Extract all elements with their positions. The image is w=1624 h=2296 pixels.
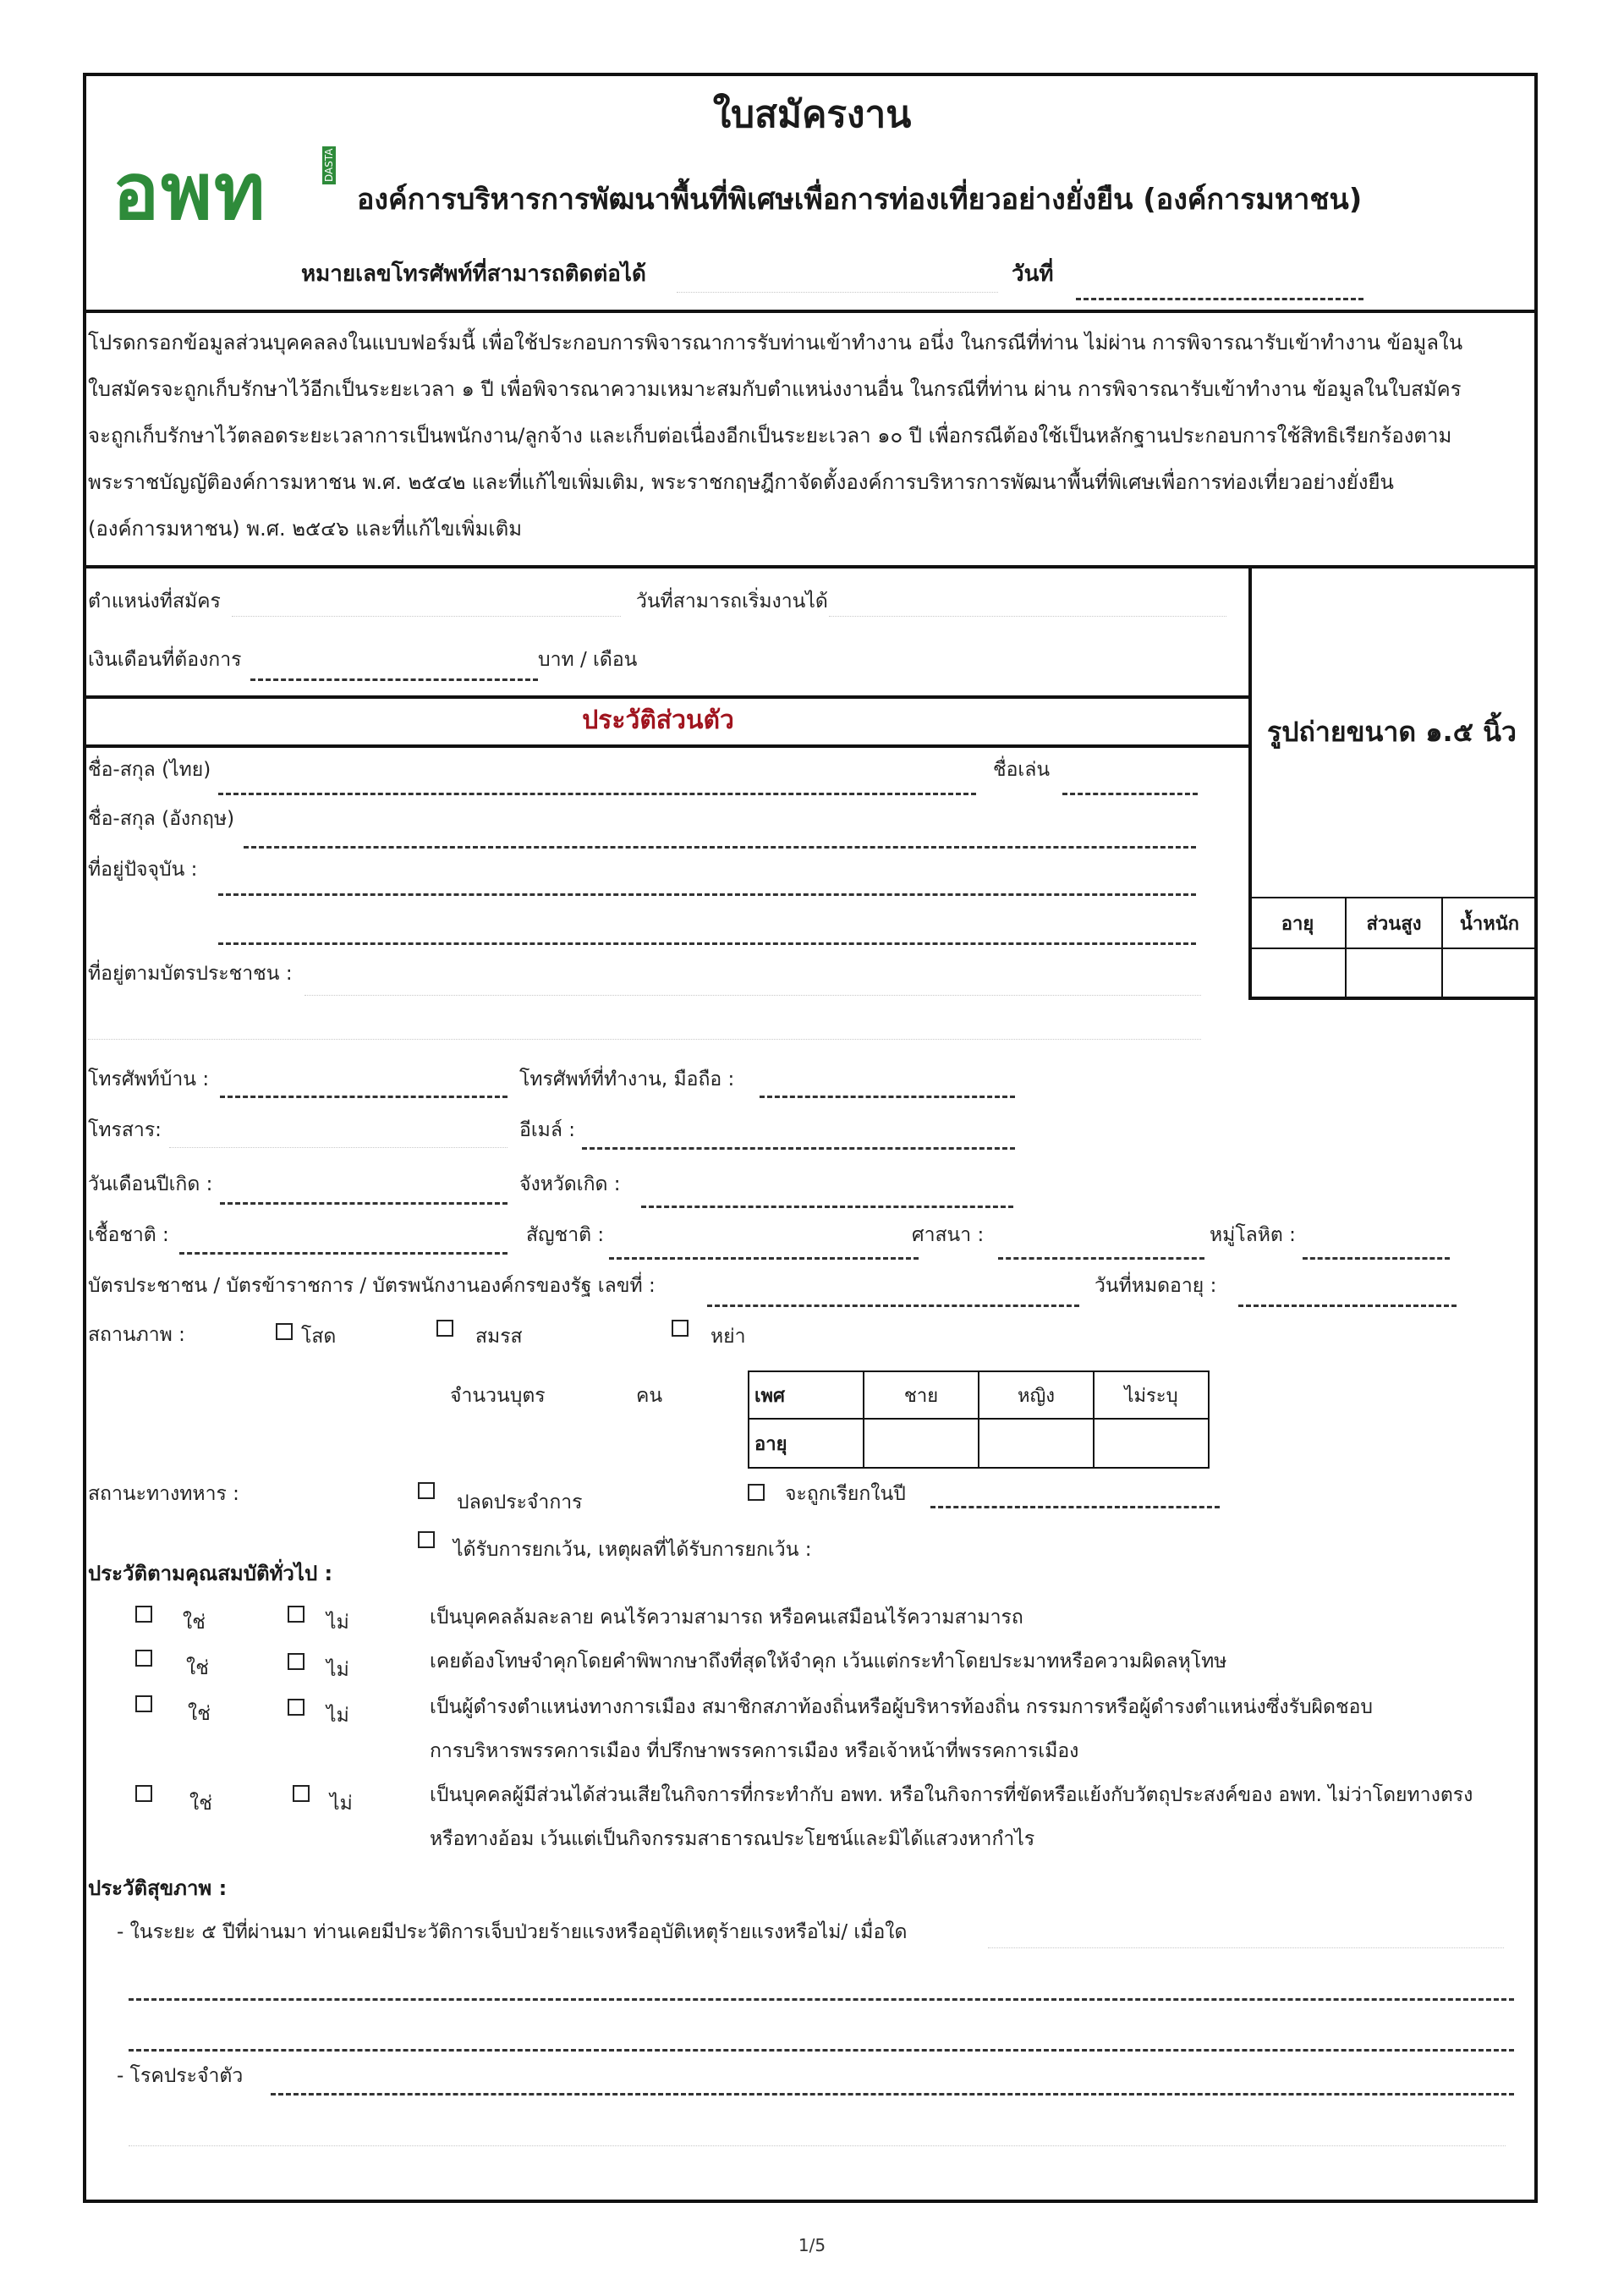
birth-province-label: จังหวัดเกิด : <box>519 1173 621 1195</box>
id-card-field[interactable] <box>707 1305 1079 1307</box>
weight-header: น้ำหนัก <box>1441 897 1538 949</box>
notice-line: พระราชบัญญัติองค์การมหาชน พ.ศ. ๒๕๔๒ และที่แก้ไขเพิ่มเติม, พระราชกฤษฎีกาจัดตั้งองค์การบริหารการพัฒนาพื้นที่พิเศษเพื่อการท่องเที่ยวอย่างยั่งยืน <box>88 470 1394 494</box>
address-id-field-2[interactable] <box>88 1039 1201 1040</box>
notice-line: (องค์การมหาชน) พ.ศ. ๒๕๔๖ และที่แก้ไขเพิ่มเติม <box>88 517 523 541</box>
birthdate-label: วันเดือนปีเกิด : <box>88 1173 213 1195</box>
fax-field[interactable] <box>169 1147 508 1148</box>
blood-label: หมู่โลหิต : <box>1210 1224 1296 1246</box>
q1-no-checkbox[interactable] <box>288 1606 304 1623</box>
age-header: อายุ <box>1248 897 1347 949</box>
status-divorced-label: หย่า <box>710 1326 746 1348</box>
q2-yes-checkbox[interactable] <box>135 1650 152 1667</box>
date-label: วันที่ <box>1012 261 1054 287</box>
org-name: องค์การบริหารการพัฒนาพื้นที่พิเศษเพื่อการท่องเที่ยวอย่างยั่งยืน (องค์การมหาชน) <box>357 183 1363 217</box>
children-male-header: ชาย <box>863 1370 979 1420</box>
children-label: จำนวนบุตร <box>450 1385 546 1407</box>
status-single-label: โสด <box>301 1326 337 1348</box>
section-divider-bottom <box>83 744 1248 748</box>
dasta-logo <box>112 134 349 237</box>
q3-no-label: ไม่ <box>326 1705 349 1727</box>
salary-unit: บาท / เดือน <box>538 649 638 671</box>
work-phone-field[interactable] <box>760 1096 1015 1098</box>
fax-label: โทรสาร: <box>88 1119 162 1141</box>
military-exempt-checkbox[interactable] <box>418 1531 435 1548</box>
q2-no-checkbox[interactable] <box>288 1653 304 1670</box>
religion-field[interactable] <box>998 1257 1204 1260</box>
form-title: ใบสมัครงาน <box>712 93 912 136</box>
children-age-header: อายุ <box>748 1418 864 1469</box>
home-phone-label: โทรศัพท์บ้าน : <box>88 1068 210 1090</box>
q4-no-checkbox[interactable] <box>293 1785 310 1802</box>
weight-cell[interactable] <box>1441 948 1538 998</box>
q1-yes-checkbox[interactable] <box>135 1606 152 1623</box>
address-current-field[interactable] <box>218 893 1196 896</box>
header-divider <box>83 310 1538 313</box>
nickname-label: ชื่อเล่น <box>993 759 1051 781</box>
nickname-field[interactable] <box>1062 793 1198 795</box>
health-q1-field[interactable] <box>988 1947 1504 1948</box>
logo-text: อพท <box>112 146 267 237</box>
status-single-checkbox[interactable] <box>276 1323 293 1340</box>
home-phone-field[interactable] <box>220 1096 508 1098</box>
address-current-field-2[interactable] <box>218 942 1196 945</box>
military-label: สถานะทางทหาร : <box>88 1483 239 1505</box>
health-q2: - โรคประจำตัว <box>117 2065 244 2087</box>
military-discharged-checkbox[interactable] <box>418 1482 435 1499</box>
military-discharged-label: ปลดประจำการ <box>457 1491 583 1513</box>
q2-yes-label: ใช่ <box>186 1657 209 1679</box>
expiry-field[interactable] <box>1238 1305 1457 1307</box>
children-female-header: หญิง <box>978 1370 1095 1420</box>
start-date-field[interactable] <box>829 616 1226 617</box>
religion-label: ศาสนา : <box>912 1224 985 1246</box>
q4-text-2: หรือทางอ้อม เว้นแต่เป็นกิจกรรมสาธารณประโยชน์และมิได้แสวงหากำไร <box>430 1828 1035 1850</box>
children-sex-header: เพศ <box>748 1370 864 1420</box>
height-header: ส่วนสูง <box>1345 897 1443 949</box>
name-en-label: ชื่อ-สกุล (อังกฤษ) <box>88 808 235 830</box>
health-title: ประวัติสุขภาพ : <box>88 1876 228 1900</box>
military-year-field[interactable] <box>930 1506 1220 1508</box>
health-q1: - ในระยะ ๕ ปีที่ผ่านมา ท่านเคยมีประวัติการเจ็บป่วยร้ายแรงหรืออุบัติเหตุร้ายแรงหรือไม่/ เมื่อใด <box>117 1921 908 1943</box>
health-q1-line-1[interactable] <box>129 1998 1514 2001</box>
q4-yes-label: ใช่ <box>189 1793 212 1815</box>
status-label: สถานภาพ : <box>88 1324 185 1346</box>
q1-text: เป็นบุคคลล้มละลาย คนไร้ความสามารถ หรือคนเสมือนไร้ความสามารถ <box>430 1607 1023 1629</box>
q3-yes-checkbox[interactable] <box>135 1695 152 1712</box>
children-female-age[interactable] <box>978 1418 1095 1469</box>
date-field[interactable] <box>1076 298 1363 300</box>
q1-yes-label: ใช่ <box>183 1612 206 1634</box>
id-card-label: บัตรประชาชน / บัตรข้าราชการ / บัตรพนักงานองค์กรของรัฐ เลขที่ : <box>88 1275 656 1297</box>
race-field[interactable] <box>179 1252 508 1255</box>
expiry-label: วันที่หมดอายุ : <box>1095 1275 1217 1297</box>
height-cell[interactable] <box>1345 948 1443 998</box>
start-date-label: วันที่สามารถเริ่มงานได้ <box>636 590 828 612</box>
status-married-checkbox[interactable] <box>436 1320 453 1337</box>
q3-text-2: การบริหารพรรคการเมือง ที่ปรึกษาพรรคการเมือง หรือเจ้าหน้าที่พรรคการเมือง <box>430 1740 1079 1762</box>
birth-province-field[interactable] <box>641 1206 1013 1208</box>
intro-divider <box>83 565 1538 569</box>
address-current-label: ที่อยู่ปัจจุบัน : <box>88 859 198 881</box>
qualifications-title: ประวัติตามคุณสมบัติทั่วไป : <box>88 1562 333 1585</box>
q4-yes-checkbox[interactable] <box>135 1785 152 1802</box>
q3-yes-label: ใช่ <box>188 1703 211 1725</box>
work-phone-label: โทรศัพท์ที่ทำงาน, มือถือ : <box>519 1068 735 1090</box>
q3-no-checkbox[interactable] <box>288 1699 304 1716</box>
race-label: เชื้อชาติ : <box>88 1224 169 1246</box>
military-exempt-label: ได้รับการยกเว้น, เหตุผลที่ได้รับการยกเว้น : <box>453 1539 812 1561</box>
health-q2-field-2[interactable] <box>129 2145 1506 2146</box>
email-field[interactable] <box>582 1147 1015 1150</box>
notice-line: ใบสมัครจะถูกเก็บรักษาไว้อีกเป็นระยะเวลา ๑ ปี เพื่อพิจารณาความเหมาะสมกับตำแหน่งงานอื่น ในกรณีที่ท่าน ผ่าน การพิจารณารับเข้าทำงาน ข้อมูลในใบสมัคร <box>88 377 1462 401</box>
address-id-field[interactable] <box>304 995 1201 996</box>
health-q2-field[interactable] <box>271 2093 1514 2096</box>
privacy-notice <box>88 320 1462 552</box>
status-divorced-checkbox[interactable] <box>672 1320 689 1337</box>
birthdate-field[interactable] <box>220 1202 508 1205</box>
name-th-field[interactable] <box>218 793 976 795</box>
blood-field[interactable] <box>1303 1257 1450 1260</box>
name-en-field[interactable] <box>244 846 1196 849</box>
email-label: อีเมล์ : <box>519 1119 575 1141</box>
status-married-label: สมรส <box>475 1326 523 1348</box>
q3-text: เป็นผู้ดำรงตำแหน่งทางการเมือง สมาชิกสภาท้องถิ่นหรือผู้บริหารท้องถิ่น กรรมการหรือผู้ดำรงตำแหน่งซึ่งรับผิดชอบ <box>430 1696 1373 1718</box>
page-number: 1/5 <box>798 2235 826 2255</box>
health-q1-line-2[interactable] <box>129 2049 1514 2052</box>
nationality-label: สัญชาติ : <box>526 1224 605 1246</box>
salary-field[interactable] <box>250 678 538 681</box>
q2-text: เคยต้องโทษจำคุกโดยคำพิพากษาถึงที่สุดให้จำคุก เว้นแต่กระทำโดยประมาทหรือความผิดลหุโทษ <box>430 1651 1227 1673</box>
notice-line: โปรดกรอกข้อมูลส่วนบุคคลลงในแบบฟอร์มนี้ เพื่อใช้ประกอบการพิจารณาการรับท่านเข้าทำงาน อนึ่ง ในกรณีที่ท่าน ไม่ผ่าน การพิจารณารับเข้าทำงาน ข้อมูลใน <box>88 331 1463 354</box>
children-unspecified-header: ไม่ระบุ <box>1093 1370 1210 1420</box>
name-th-label: ชื่อ-สกุล (ไทย) <box>88 759 211 781</box>
q4-text: เป็นบุคคลผู้มีส่วนได้ส่วนเสียในกิจการที่กระทำกับ อพท. หรือในกิจการที่ขัดหรือแย้งกับวัตถุประสงค์ของ อพท. ไม่ว่าโดยทางตรง <box>430 1784 1473 1806</box>
children-unspecified-age[interactable] <box>1093 1418 1210 1469</box>
position-field[interactable] <box>232 616 621 617</box>
nationality-field[interactable] <box>609 1257 919 1260</box>
notice-line: จะถูกเก็บรักษาไว้ตลอดระยะเวลาการเป็นพนักงาน/ลูกจ้าง และเก็บต่อเนื่องอีกเป็นระยะเวลา ๑๐ ปี เพื่อกรณีต้องใช้เป็นหลักฐานประกอบการใช้สิทธิเรียกร้องตาม <box>88 424 1452 448</box>
children-male-age[interactable] <box>863 1418 979 1469</box>
military-called-label: จะถูกเรียกในปี <box>785 1483 906 1505</box>
position-label: ตำแหน่งที่สมัคร <box>88 590 221 612</box>
phone-field[interactable] <box>677 292 998 293</box>
phone-label: หมายเลขโทรศัพท์ที่สามารถติดต่อได้ <box>301 261 646 287</box>
age-cell[interactable] <box>1248 948 1347 998</box>
section-divider-top <box>83 695 1248 699</box>
q4-no-label: ไม่ <box>330 1793 353 1815</box>
q2-no-label: ไม่ <box>326 1659 349 1681</box>
q1-no-label: ไม่ <box>326 1612 349 1634</box>
section-personal: ประวัติส่วนตัว <box>582 706 734 735</box>
logo-sub: DASTA <box>322 146 336 184</box>
children-unit: คน <box>636 1385 663 1407</box>
address-id-label: ที่อยู่ตามบัตรประชาชน : <box>88 963 293 985</box>
salary-label: เงินเดือนที่ต้องการ <box>88 649 242 671</box>
military-called-checkbox[interactable] <box>748 1484 765 1501</box>
photo-label: รูปถ่ายขนาด ๑.๕ นิ้ว <box>1267 716 1517 748</box>
